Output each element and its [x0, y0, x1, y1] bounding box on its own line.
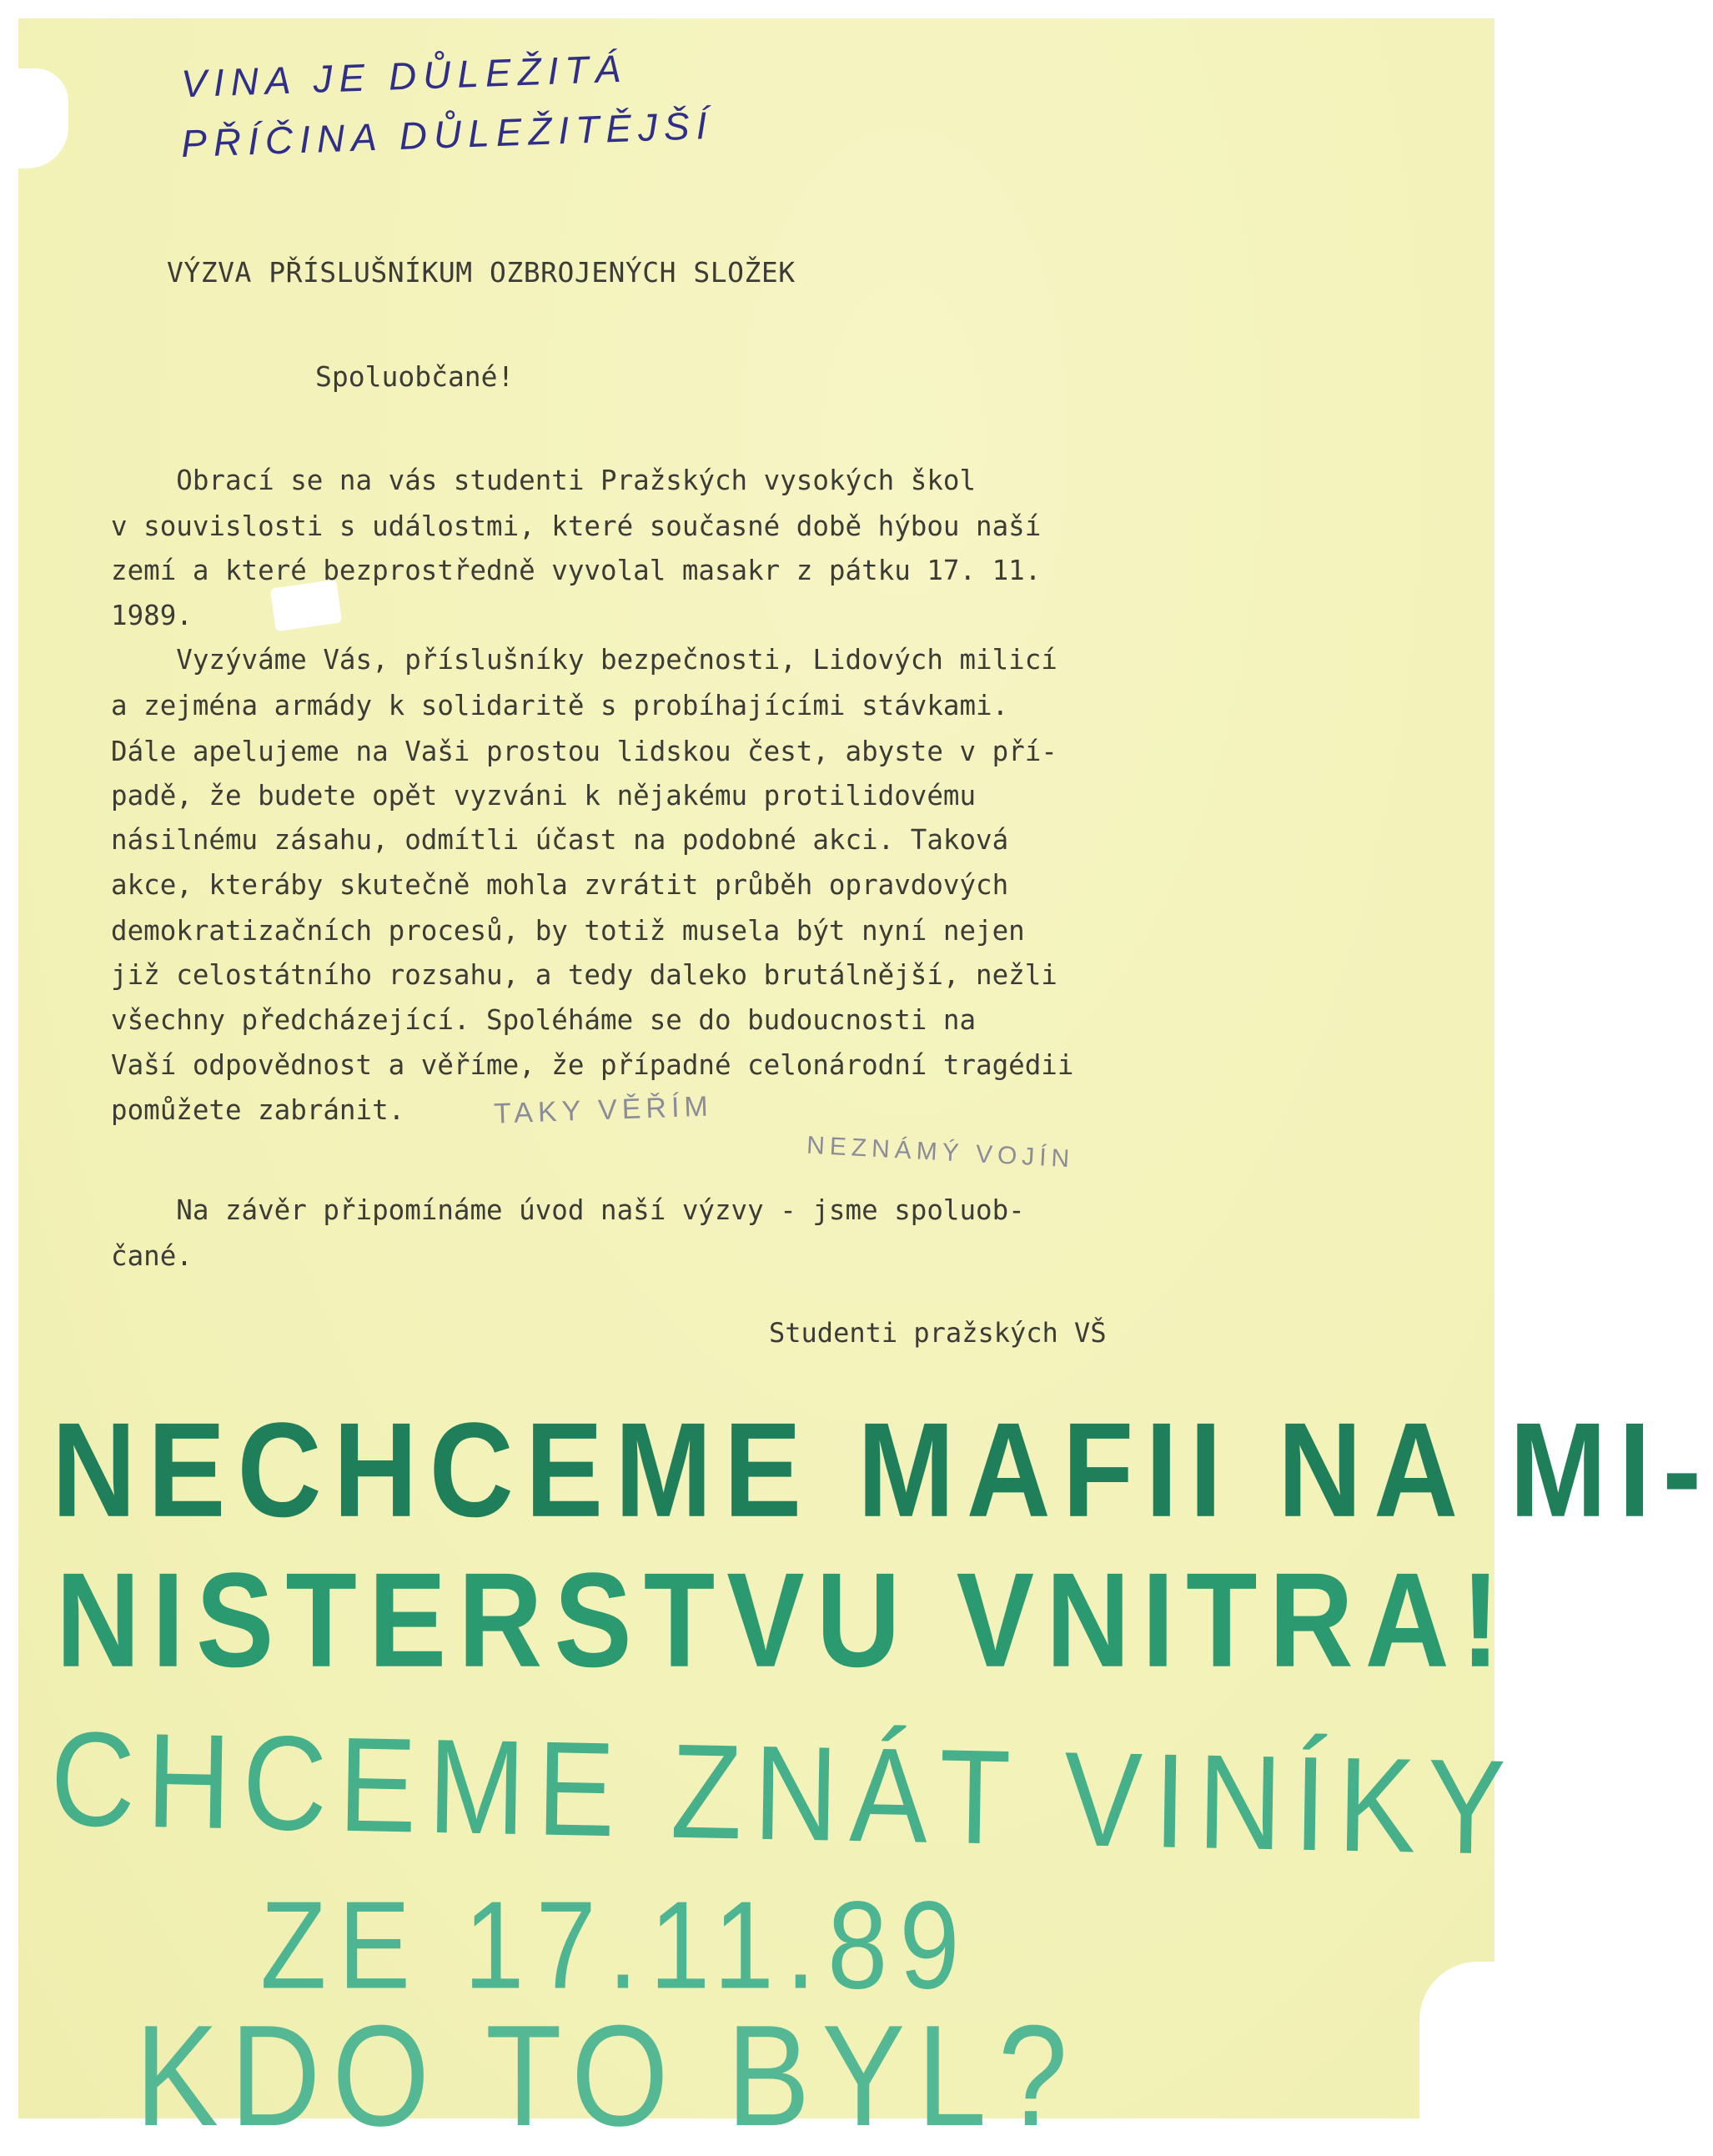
- body-line: v souvislosti s událostmi, které současné době hýbou naší: [111, 510, 1042, 542]
- body-line: akce, kteráby skutečně mohla zvrátit průběh opravdových: [111, 869, 1009, 901]
- paper-tear: [1419, 1962, 1520, 2137]
- marker-graffiti-line: ZE 17.11.89: [260, 1874, 972, 2015]
- paper-tear: [270, 580, 342, 632]
- marker-graffiti-line: KDO TO BYL?: [135, 1994, 1080, 2156]
- document-heading: VÝZVA PŘÍSLUŠNÍKUM OZBROJENÝCH SLOŽEK: [167, 256, 796, 289]
- handwritten-note-line: VINA JE DŮLEŽITÁ: [180, 46, 629, 106]
- body-line: demokratizačních procesů, by totiž musela být nyní nejen: [111, 915, 1025, 947]
- handwritten-note-line: PŘÍČINA DŮLEŽITĚJŠÍ: [180, 103, 715, 166]
- body-line: násilnému zásahu, odmítli účast na podobné akci. Taková: [111, 824, 1009, 856]
- body-line: všechny předcházející. Spoléháme se do budoucnosti na: [111, 1004, 977, 1036]
- marker-graffiti-line: NECHCEME MAFII NA MI-: [52, 1394, 1713, 1545]
- body-line: a zejména armády k solidaritě s probíhajícími stávkami.: [111, 690, 1009, 721]
- body-line: Na závěr připomínáme úvod naší výzvy - jsme spoluob-: [111, 1194, 1025, 1226]
- marker-graffiti-line: NISTERSTVU VNITRA!: [56, 1544, 1512, 1696]
- body-line: 1989.: [111, 600, 193, 631]
- salutation: Spoluobčané!: [315, 360, 515, 393]
- signature: Studenti pražských VŠ: [769, 1317, 1107, 1349]
- paper-tear: [10, 68, 68, 168]
- body-line: pomůžete zabránit.: [111, 1094, 405, 1126]
- body-line: Vaší odpovědnost a věříme, že případné celonárodní tragédii: [111, 1049, 1074, 1081]
- pencil-note: NEZNÁMÝ VOJÍN: [806, 1131, 1076, 1173]
- document-sheet: [18, 18, 1713, 2156]
- body-line: Obrací se na vás studenti Pražských vysokých škol: [111, 465, 977, 496]
- marker-graffiti-line: CHCEME ZNÁT VINÍKY: [49, 1702, 1519, 1883]
- body-line: již celostátního rozsahu, a tedy daleko brutálnější, nežli: [111, 959, 1057, 991]
- body-line: čané.: [111, 1240, 193, 1272]
- body-line: Dále apelujeme na Vaši prostou lidskou čest, abyste v pří-: [111, 736, 1057, 767]
- body-line: zemí a které bezprostředně vyvolal masakr z pátku 17. 11.: [111, 555, 1042, 586]
- pencil-note: TAKY VĚŘÍM: [493, 1090, 714, 1130]
- body-line: Vyzýváme Vás, příslušníky bezpečnosti, Lidových milicí: [111, 644, 1057, 676]
- body-line: padě, že budete opět vyzváni k nějakému protilidovému: [111, 780, 977, 812]
